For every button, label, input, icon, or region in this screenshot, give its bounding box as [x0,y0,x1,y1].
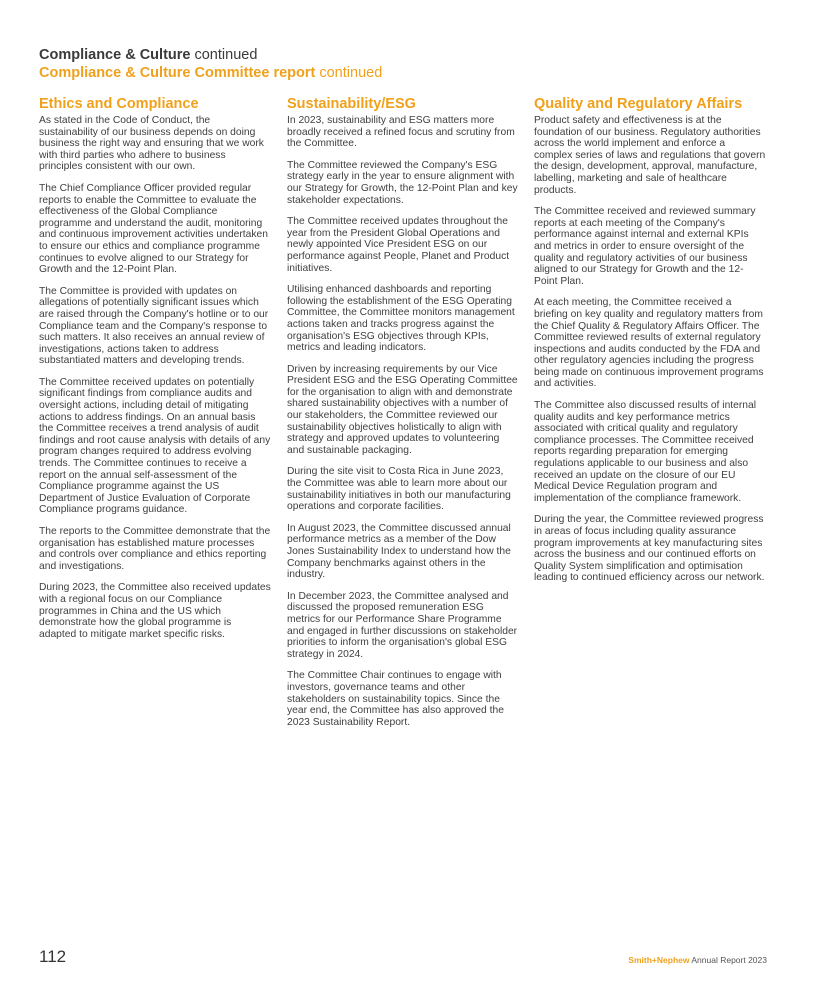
column-ethics-compliance [39,95,271,650]
paragraph: The Chief Compliance Officer provided regular reports to enable the Committee to evaluate the effectiveness of the Global Compliance programme and understand the audit, monitoring and continuous improvement activities undertaken to ensure our ethics and compliance programme continues to evolve aligned to our Strategy for Growth and the 12-Point Plan. [39,182,268,276]
paragraph: During 2023, the Committee also received updates with a regional focus on our Compliance programmes in China and the US which demonstrate how the global programme is adapted to mitigate market specific risks. [39,582,271,640]
footer-report-title [628,955,767,965]
column-sustainability-esg [287,95,519,738]
section-title-suffix: continued [190,47,258,63]
paragraph: Utilising enhanced dashboards and reporting following the establishment of the ESG Operating Committee, the Committee monitors management actions taken and tracks progress against the organisation's ESG objectives through KPIs, metrics and leading indicators. [287,284,515,354]
paragraph: The reports to the Committee demonstrate that the organisation has established mature processes and controls over compliance and ethics reporting and investigations. [39,526,271,572]
paragraph: Driven by increasing requirements by our Vice President ESG and the ESG Operating Committee for the organisation to align with and demonstrate shared sustainability objectives with a number of our stakeholders, the Committee reviewed our sustainability objectives holistically to align with strategy and approved updates to volunteering and sustainable packaging. [287,363,518,456]
paragraph: In 2023, sustainability and ESG matters more broadly received a refined focus and scrutiny from the Committee. [287,115,515,150]
section-subtitle [39,64,382,82]
section-subtitle-bold: Compliance & Culture Committee report [39,65,316,81]
paragraph: During the year, the Committee reviewed progress in areas of focus including quality assurance program improvements at key manufacturing sites across the business and our continued efforts on Quality System simplification and optimisation leading to continued efficiency across our network. [534,514,765,584]
paragraph: In December 2023, the Committee analysed and discussed the proposed remuneration ESG metrics for our Performance Share Programme and engaged in further discussions on stakeholder priorities to inform the organisation's global ESG strategy in 2024. [287,590,518,660]
column-heading: Sustainability/ESG [287,96,416,112]
column-quality-regulatory [534,95,766,594]
paragraph: As stated in the Code of Conduct, the sustainability of our business depends on doing business the right way and ensuring that we work with third parties who adhere to business principles consistent with our own. [39,115,264,173]
paragraph: The Committee received and reviewed summary reports at each meeting of the Company's performance against internal and external KPIs and metrics in order to ensure oversight of the quality and regulatory activities of our business aligned to our Strategy for Growth and the 12-Point Plan. [534,206,756,287]
section-subtitle-suffix: continued [315,65,383,81]
paragraph: In August 2023, the Committee discussed annual performance metrics as a member of the Dow Jones Sustainability Index to understand how the Company benchmarks against others in the industry. [287,522,511,581]
paragraph: At each meeting, the Committee received a briefing on key quality and regulatory matters from the Chief Quality & Regulatory Affairs Officer. The Committee reviewed results of external regulatory inspections and audits conducted by the FDA and other regulatory agencies including the progress being made on continuous improvement programs and activities. [534,297,764,390]
column-heading: Ethics and Compliance [39,96,199,112]
section-title-bold: Compliance & Culture [39,47,191,63]
brand-name: Smith+Nephew [628,955,690,965]
section-title [39,46,382,64]
page-header [39,46,382,82]
paragraph: The Committee is provided with updates on allegations of potentially significant issues which are raised through the Company's hotline or to our Compliance team and the Company's response to such matters. It also receives an annual review of investigations, actions taken to address substantiated matters and developing trends. [39,285,269,367]
report-name: Annual Report 2023 [689,955,767,965]
paragraph: The Committee received updates on potentially significant findings from compliance audits and oversight actions, including detail of mitigating actions to address findings. On an annual basis the Committee receives a trend analysis of audit findings and root cause analysis with details of any program changes required to address evolving trends. The Committee continues to receive a report on the annual self-assessment of the Compliance programme against the US Department of Justice Evaluation of Corporate Compliance programs guidance. [39,376,271,516]
page-number: 112 [39,947,67,966]
column-heading: Quality and Regulatory Affairs [534,96,743,112]
paragraph: The Committee also discussed results of internal quality audits and key performance metrics associated with critical quality and regulatory compliance processes. The Committee received reports regarding preparation for emerging regulations applicable to our business and also received an update on the closure of our EU Medical Device Regulation program and implementation of the compliance framework. [534,400,757,504]
paragraph: The Committee received updates throughout the year from the President Global Operations and newly appointed Vice President ESG on our performance against People, Planet and Product initiatives. [287,216,510,274]
paragraph: The Committee reviewed the Company's ESG strategy early in the year to ensure alignment with our Strategy for Growth, the 12-Point Plan and key stakeholder expectations. [287,159,518,206]
paragraph: Product safety and effectiveness is at the foundation of our business. Regulatory authorities across the world implement and enforce a complex series of laws and regulations that govern the design, development, approval, manufacture, labelling, marketing and sale of healthcare products. [534,115,766,196]
paragraph: During the site visit to Costa Rica in June 2023, the Committee was able to learn more about our sustainability initiatives in both our manufacturing operations and corporate facilities. [287,466,511,513]
paragraph: The Committee Chair continues to engage with investors, governance teams and other stakeholders on sustainability topics. Since the year end, the Committee has also approved the 2023 Sustainability Report. [287,670,504,728]
